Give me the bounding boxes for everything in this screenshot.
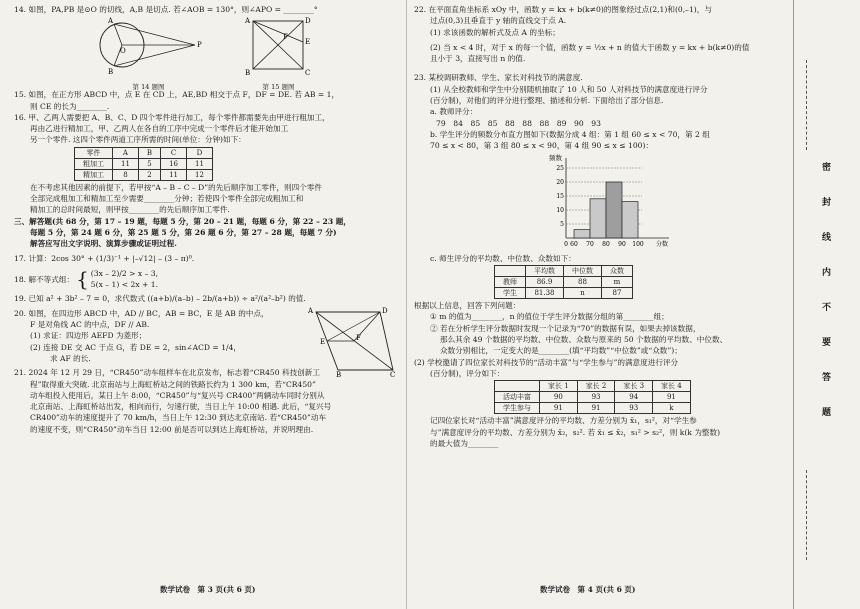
svg-text:A: A [107, 17, 113, 26]
svg-text:F: F [356, 333, 361, 342]
histogram-bar [574, 229, 590, 237]
question-23-line: 的最大值为________ [430, 438, 499, 448]
square-diagram [239, 15, 319, 77]
section-3-heading: 三、解答题(共 68 分，第 17 – 19 题，每题 5 分，第 20 – 21 题，每题 6 分，第 22 – 23 题， [14, 216, 351, 226]
table-cell: C [161, 147, 187, 158]
svg-text:E: E [320, 337, 326, 346]
table-cell: 家长 1 [540, 381, 578, 392]
question-16-line: 精加工的总时间最短，则甲按________的先后顺序加工零件. [30, 205, 230, 215]
table-cell: 活动丰富 [495, 392, 540, 403]
table-cell: 学生参与 [495, 403, 540, 414]
parent-score-table [494, 380, 691, 414]
question-21-line: 北京南站、上海虹桥站出发，相向而行，匀速行驶，当日上午 10:00 相遇. 此后，“复兴号 [30, 402, 332, 412]
svg-text:D: D [382, 306, 388, 315]
x-tick-label: 90 [618, 240, 626, 248]
question-23-line: 那么其余 49 个数据的平均数、中位数、众数与原来的 50 个数据的平均数、中位数、 [440, 335, 728, 345]
inequality-2: 5(x – 1) < 2x + 1. [90, 280, 159, 290]
table-cell: 学生 [495, 288, 526, 299]
question-17: 17. 计算：2cos 30° + (1/3)⁻¹ + |–√12| – (3 – π)⁰. [14, 253, 195, 263]
table-header-row [495, 266, 633, 277]
inequality-1: (3x – 2)/2 > x – 3, [90, 268, 159, 278]
table-cell: 88 [564, 277, 602, 288]
x-tick-label: 分数 [655, 240, 669, 248]
quadrilateral-diagram [298, 306, 398, 378]
table-cell: m [602, 277, 633, 288]
svg-text:C: C [390, 370, 396, 378]
y-tick-label: 10 [556, 206, 564, 214]
question-21-line: 21. 2024 年 12 月 29 日，“CR450”动车组样车在北京发布，标志着“CR450 科技创新工 [14, 368, 320, 378]
question-23-line: 记四位家长对“活动丰富”满意度评分的平均数、方差分别为 x̄₁，s₁²，对“学生参 [430, 416, 697, 426]
question-23-line: c. 师生评分的平均数、中位数、众数如下： [430, 253, 576, 263]
table-cell: 91 [653, 392, 691, 403]
table-cell: 零件 [75, 147, 113, 158]
x-tick-label: 60 [570, 240, 578, 248]
table-cell: 16 [161, 158, 187, 169]
question-22-line: (1) 求该函数的解析式及点 A 的坐标； [430, 27, 560, 37]
table-cell: 86.9 [526, 277, 564, 288]
binding-char: 线 [822, 233, 832, 243]
page-footer-left: 数学试卷 第 3 页(共 6 页) [160, 585, 256, 594]
question-23-line: 与”满意度评分的平均数、方差分别为 x̄₂，s₂². 若 x̄₁ ≤ x̄₂，s₁² > s₂²，则 k(k 为整数) [430, 427, 721, 437]
parts-time-table [74, 147, 213, 181]
histogram-bar [606, 182, 622, 238]
table-cell: 91 [540, 403, 578, 414]
svg-text:D: D [304, 17, 311, 26]
question-15-line: 15. 如图，在正方形 ABCD 中，点 E 在 CD 上，AE,BD 相交于点 F，DF = DE. 若 AB = 1， [14, 90, 340, 100]
svg-text:C: C [304, 69, 310, 78]
question-19: 19. 已知 a² + 3b² – 7 = 0，求代数式 ((a+b)/(a–b) – 2b/(a+b)) ÷ a²/(a²–b²) 的值. [14, 294, 306, 304]
histogram-bar [590, 198, 606, 237]
y-tick-label: 25 [556, 164, 564, 172]
table-cell: k [653, 403, 691, 414]
table-row [75, 169, 213, 180]
svg-text:P: P [196, 41, 202, 50]
svg-text:O: O [119, 47, 126, 56]
question-23-line: ② 若在分析学生评分数据时发现一个记录为“70”的数据有误，如果去掉该数据， [430, 323, 701, 333]
table-cell: 87 [602, 288, 633, 299]
table-cell: 精加工 [75, 169, 113, 180]
question-23-line: 23. 某校调研教师、学生、家长对科技节的满意度. [414, 73, 583, 83]
question-23-line: a. 教师评分： [430, 107, 478, 117]
table-row [495, 392, 691, 403]
table-cell: 5 [138, 158, 160, 169]
binding-char: 密 [822, 163, 832, 173]
table-cell: 11 [161, 169, 187, 180]
binding-char: 题 [822, 408, 832, 418]
y-tick-label: 5 [560, 220, 564, 228]
binding-char: 内 [822, 268, 832, 278]
table-header-row [75, 147, 213, 158]
question-16-line: 在不考虑其他因素的前提下，若甲按“A – B – C – D”的先后顺序加工零件，则四个零件 [30, 182, 323, 192]
left-column [14, 4, 400, 435]
table-row [495, 277, 633, 288]
question-20-line: F 是对角线 AC 的中点，DF // AB. [30, 320, 150, 330]
binding-char: 不 [822, 303, 832, 313]
svg-text:B: B [244, 69, 250, 78]
question-16-line: 另一个零件. 这四个零件两道工序所需的时间(单位：分钟)如下： [30, 135, 246, 145]
question-18-label: 18. 解不等式组： [14, 274, 75, 284]
figure-row-14-15 [74, 15, 334, 89]
table-cell: 91 [577, 403, 615, 414]
column-divider [406, 0, 407, 609]
table-cell: n [564, 288, 602, 299]
section-3-heading: 解答应写出文字说明、演算步骤或证明过程. [30, 239, 177, 249]
table-cell [495, 266, 526, 277]
svg-text:B: B [336, 370, 342, 378]
question-22-line: (2) 当 x < 4 时，对于 x 的每一个值，函数 y = ½x + n 的值大于函数 y = kx + b(k≠0)的值 [430, 42, 750, 52]
question-16-line: 16. 甲、乙两人需要把 A、B、C、D 四个零件进行加工，每个零件都需要先由甲进行粗加工， [14, 112, 330, 122]
seal-line [806, 60, 807, 150]
binding-char: 封 [822, 198, 832, 208]
table-cell: D [187, 147, 213, 158]
question-23-line: 众数分别相比，一定变大的是________(填“平均数”“中位数”或“众数”)； [440, 346, 682, 356]
table-cell: 平均数 [526, 266, 564, 277]
question-22-line: 22. 在平面直角坐标系 xOy 中，函数 y = kx + b(k≠0)的图象经过点(2,1)和(0,–1)，与 [414, 5, 712, 14]
stats-table [494, 265, 633, 299]
figure-15-caption: 第 15 题图 [262, 82, 295, 91]
right-column [414, 4, 766, 449]
table-row [495, 403, 691, 414]
table-row [495, 288, 633, 299]
question-21-line: 动车组投入使用后，某日上午 8:00，“CR450”与“复兴号 CR400”两辆动车同时分别从 [30, 390, 325, 400]
table-cell: 教师 [495, 277, 526, 288]
x-tick-label: 70 [586, 240, 594, 248]
table-cell: 8 [113, 169, 139, 180]
question-23-line: 70 ≤ x < 80，第 3 组 80 ≤ x < 90，第 4 组 90 ≤ x ≤ 100)： [430, 141, 654, 151]
x-tick-label: 0 [564, 240, 568, 248]
table-cell: B [138, 147, 160, 158]
table-cell: 家长 4 [653, 381, 691, 392]
teacher-scores: 79 84 85 85 88 88 88 89 90 93 [436, 118, 601, 128]
question-21-line: CR400”动车的速度提升了 70 km/h，当日上午 12:30 到达北京南站. 若“CR450”动车 [30, 413, 327, 423]
table-cell: 粗加工 [75, 158, 113, 169]
table-cell: 11 [187, 158, 213, 169]
table-cell: 家长 2 [577, 381, 615, 392]
seal-line [806, 470, 807, 560]
svg-text:A: A [308, 306, 314, 315]
question-20-line: (2) 连接 DE 交 AC 于点 G，若 DE = 2，sin∠ACD = 1/4， [30, 342, 242, 352]
y-tick-label: 15 [556, 192, 564, 200]
x-tick-label: 80 [602, 240, 610, 248]
question-23-line: b. 学生评分的频数分布直方图如下(数据分成 4 组：第 1 组 60 ≤ x < 70，第 2 组 [430, 129, 710, 139]
question-21-line: 程”取得重大突破. 北京南站与上海虹桥站之间的铁路长约为 1 300 km，若“CR450” [30, 379, 316, 389]
question-22-line: 且小于 3，直接写出 n 的值. [430, 54, 526, 64]
table-cell: 90 [540, 392, 578, 403]
svg-text:B: B [107, 68, 113, 77]
table-cell: 11 [113, 158, 139, 169]
question-20-line: 求 AF 的长. [50, 353, 91, 363]
question-23-line: ① m 的值为________，n 的值位于学生评分数据分组的第________组； [430, 312, 669, 322]
figure-15 [239, 15, 319, 89]
student-score-histogram [544, 152, 674, 250]
svg-text:F: F [282, 33, 288, 42]
figure-14-caption: 第 14 题图 [132, 82, 165, 91]
question-21-line: 的速度不变，则“CR450”动车当日 12:00 前是否可以到达上海虹桥站，并说明理由. [30, 424, 314, 434]
section-3-heading: 每题 5 分，第 24 题 6 分，第 25 题 5 分，第 26 题 6 分，第 27 – 28 题，每题 7 分) [30, 227, 337, 237]
brace-icon: { [76, 267, 89, 292]
table-cell: 81.38 [526, 288, 564, 299]
table-cell: 12 [187, 169, 213, 180]
question-20-line: 20. 如图，在四边形 ABCD 中，AD // BC，AB = BC，E 是 AB 的中点， [14, 308, 269, 318]
table-cell: 中位数 [564, 266, 602, 277]
x-tick-label: 100 [632, 240, 644, 248]
histogram-bar [622, 201, 638, 237]
question-15-line: 则 CE 的长为________. [30, 101, 110, 111]
y-axis-label: 频数 [549, 153, 562, 162]
table-cell: 2 [138, 169, 160, 180]
table-cell: 93 [577, 392, 615, 403]
question-16-line: 再由乙进行精加工，甲、乙两人在各自的工序中完成一个零件后才能开始加工 [30, 124, 289, 134]
question-23-line: (2) 学校邀请了四位家长对科技节的“活动丰富”与“学生参与”的满意度进行评分 [414, 357, 679, 367]
binding-char: 要 [822, 338, 832, 348]
table-cell: 众数 [602, 266, 633, 277]
inequality-system [91, 268, 158, 291]
question-16-line: 全部完成粗加工和精加工至少需要________分钟；若使四个零件全部完成粗加工和 [30, 194, 304, 204]
page-footer-right: 数学试卷 第 4 页(共 6 页) [540, 585, 636, 594]
table-row [75, 158, 213, 169]
question-20-line: (1) 求证：四边形 AEFD 为菱形； [30, 331, 147, 341]
table-cell [495, 381, 540, 392]
question-23-line: 根据以上信息，回答下列问题： [414, 301, 521, 311]
question-14: 14. 如图，PA,PB 是⊙O 的切线，A,B 是切点. 若∠AOB = 130°，则∠APO = ________° [14, 5, 318, 14]
table-header-row [495, 381, 691, 392]
svg-text:A: A [244, 17, 250, 26]
table-cell: 93 [615, 403, 653, 414]
question-23-line: (1) 从全校教师和学生中分别随机抽取了 10 人和 50 人对科技节的满意度进行评分 [430, 84, 708, 94]
svg-text:E: E [304, 38, 310, 47]
table-cell: A [113, 147, 139, 158]
circle-tangent-diagram [90, 15, 208, 77]
y-tick-label: 20 [556, 178, 564, 186]
question-18 [14, 268, 400, 291]
question-23-line: (百分制)，评分如下： [430, 368, 505, 378]
question-23-line: (百分制)，对他们的评分进行整理、描述和分析. 下面给出了部分信息. [430, 96, 664, 106]
table-cell: 94 [615, 392, 653, 403]
figure-14 [90, 15, 208, 89]
binding-char: 答 [822, 373, 832, 383]
question-22-line: 过点(0,3)且垂直于 y 轴的直线交于点 A. [430, 16, 567, 26]
table-cell: 家长 3 [615, 381, 653, 392]
